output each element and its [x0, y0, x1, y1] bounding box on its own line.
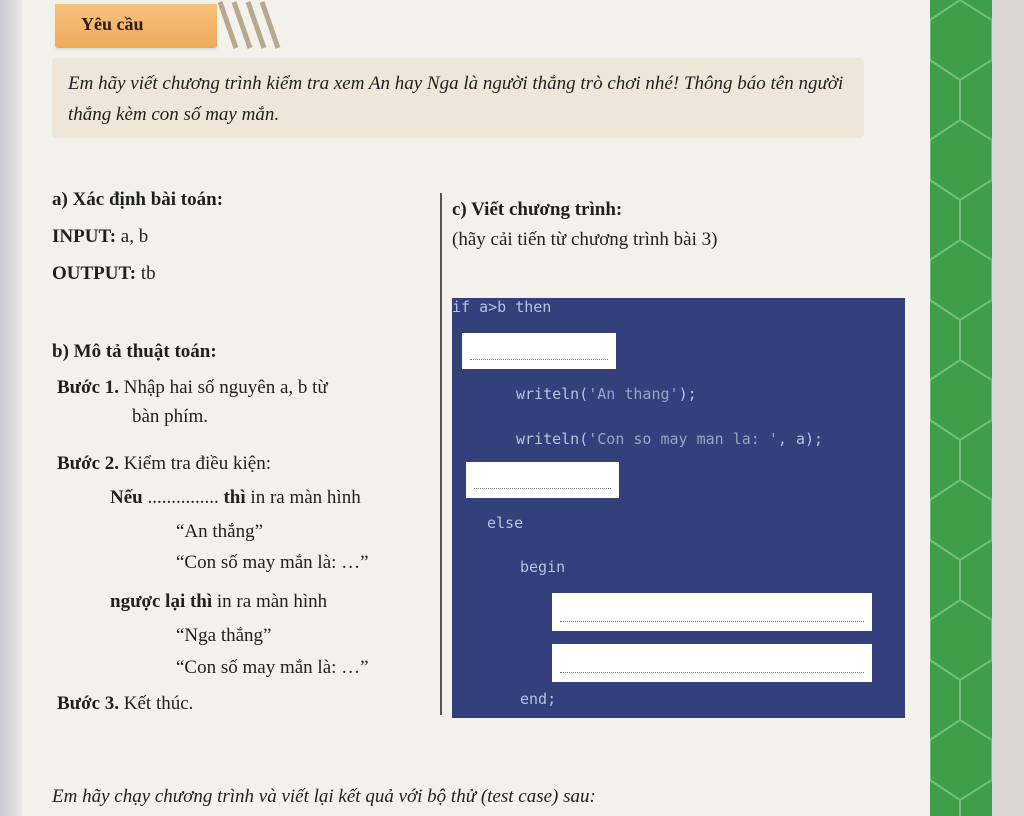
code-line-begin: begin — [520, 558, 566, 576]
hexagon-pattern-icon — [930, 0, 992, 816]
an-line-end: ); — [678, 385, 697, 403]
step1-label: Bước 1. — [57, 377, 120, 398]
page-binding-shadow — [0, 0, 22, 816]
input-label: INPUT: — [52, 226, 117, 247]
request-tab — [55, 4, 217, 48]
input-value: a, b — [116, 226, 149, 247]
else-output-1: “Nga thắng” — [176, 625, 272, 646]
code-line-writeln-an — [516, 385, 697, 403]
code-blank-1[interactable] — [462, 333, 616, 369]
output-line — [52, 262, 156, 286]
code-blank-4[interactable] — [552, 644, 872, 682]
step3-line — [57, 692, 193, 716]
lucky-string: 'Con so may man la: ' — [588, 430, 778, 448]
step2-label: Bước 2. — [57, 453, 120, 474]
else-label: ngược lại thì — [110, 591, 213, 612]
code-line-end: end; — [520, 690, 557, 708]
code-line-else: else — [487, 514, 524, 532]
else-text: in ra màn hình — [212, 591, 328, 612]
step3-text: Kết thúc. — [119, 693, 194, 714]
writeln-keyword: writeln( — [516, 385, 589, 403]
else-line — [110, 590, 327, 614]
output-label: OUTPUT: — [52, 263, 137, 284]
request-text: Em hãy viết chương trình kiểm tra xem An hay Nga là người thắng trò chơi nhé! Thông báo tên người thắng kèm con số may mắn. — [68, 73, 844, 125]
step1-continuation: bàn phím. — [132, 406, 208, 427]
code-blank-3[interactable] — [552, 593, 872, 631]
step1-line — [57, 376, 328, 400]
step1-text: Nhập hai số nguyên a, b từ — [119, 377, 328, 398]
code-blank-2[interactable] — [466, 462, 619, 498]
writeln-keyword-2: writeln( — [516, 430, 589, 448]
decorative-green-border — [930, 0, 992, 816]
an-string: 'An thang' — [588, 385, 679, 403]
if-blank: ............... — [142, 487, 224, 508]
input-line — [52, 225, 148, 249]
code-line-if: if a>b then — [452, 298, 552, 316]
if-line — [110, 486, 361, 510]
request-tab-label: Yêu cầu — [81, 14, 144, 34]
if-output-2: “Con số may mắn là: …” — [176, 552, 369, 573]
step2-text: Kiểm tra điều kiện: — [119, 453, 271, 474]
step3-label: Bước 3. — [57, 693, 120, 714]
stripes-decoration-icon — [212, 0, 292, 52]
then-text: in ra màn hình — [245, 487, 361, 508]
section-c-subtitle: (hãy cải tiến từ chương trình bài 3) — [452, 229, 718, 250]
else-output-2: “Con số may mắn là: …” — [176, 657, 369, 678]
section-a-title: a) Xác định bài toán: — [52, 189, 224, 210]
footer-instruction: Em hãy chạy chương trình và viết lại kết quả với bộ thử (test case) sau: — [52, 786, 596, 807]
section-c-title: c) Viết chương trình: — [452, 199, 623, 220]
column-divider — [440, 193, 442, 715]
code-line-writeln-lucky — [516, 430, 823, 448]
if-output-1: “An thắng” — [176, 521, 264, 542]
page-edge — [992, 0, 1024, 816]
section-b-title: b) Mô tả thuật toán: — [52, 341, 217, 362]
step2-line — [57, 452, 271, 476]
if-label: Nếu — [110, 487, 143, 508]
then-label: thì — [223, 487, 246, 508]
output-value: tb — [136, 263, 156, 284]
lucky-line-end: , a); — [777, 430, 824, 448]
